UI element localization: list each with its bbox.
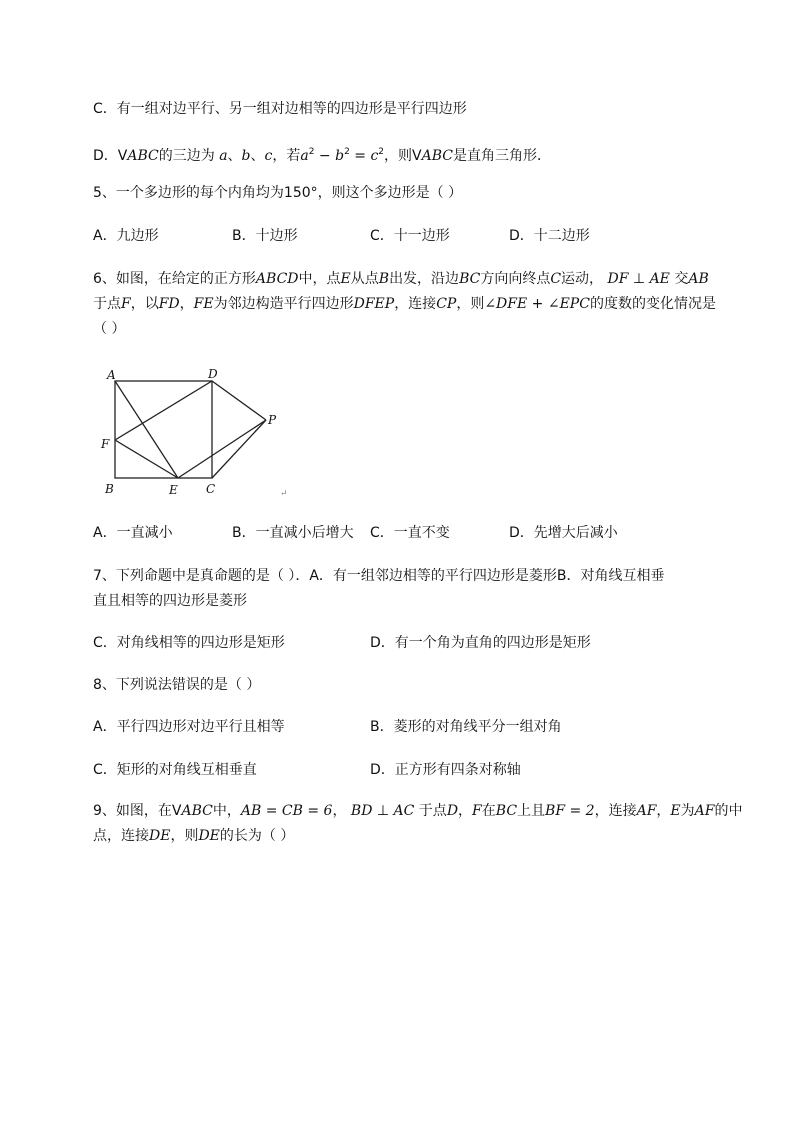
math-var: ABC <box>181 803 213 819</box>
label-f: F <box>101 437 110 451</box>
text-segment: 于点 <box>414 803 447 819</box>
math-var: AF <box>636 803 657 819</box>
text-segment: 交 <box>669 271 689 287</box>
text-segment: ，以 <box>130 296 159 312</box>
q7-option-d: D．有一个角为直角的四边形是矩形 <box>370 635 591 651</box>
question-9-line-1 <box>93 802 742 820</box>
q6-option-d: D．先增大后减小 <box>509 525 618 541</box>
text-segment: ， <box>458 803 473 819</box>
label-d: D <box>208 367 218 381</box>
segment-ae <box>115 381 178 478</box>
label-p: P <box>268 413 277 427</box>
segment-dp <box>212 381 266 420</box>
q5-option-a: A．九边形 <box>93 228 159 244</box>
text-segment: 为 <box>680 803 695 819</box>
math-var: AF <box>694 803 715 819</box>
math-var: c <box>264 148 273 164</box>
text-segment: 中，点 <box>298 271 341 287</box>
text-segment: ，则 <box>170 828 199 844</box>
option-c-line: C．有一组对边平行、另一组对边相等的四边形是平行四边形 <box>93 101 467 117</box>
triangle-symbol: V <box>117 148 128 164</box>
math-var: E <box>670 803 681 819</box>
math-op: = <box>349 148 371 164</box>
question-6-line-3: （ ） <box>93 321 126 337</box>
math-var: D <box>446 803 459 819</box>
math-var: b <box>335 148 345 164</box>
question-7-line-2: 直且相等的四边形是菱形 <box>93 593 247 609</box>
q6-option-c: C．一直不变 <box>370 525 450 541</box>
math-var: BD <box>350 803 373 819</box>
math-var: B <box>378 271 390 287</box>
text-segment: 运动， <box>561 271 608 287</box>
math-expr: BF = 2 <box>545 803 595 819</box>
text-segment: 于点 <box>93 296 121 312</box>
math-var: b <box>241 148 251 164</box>
option-d-line <box>93 143 551 165</box>
text-segment: ，若 <box>272 148 301 164</box>
math-var: ABCD <box>255 271 299 287</box>
text-segment: 从点 <box>350 271 379 287</box>
return-mark: ↵ <box>280 489 288 499</box>
label-e: E <box>169 483 178 497</box>
text-segment: 中， <box>212 803 241 819</box>
math-var: F <box>121 296 131 312</box>
square-figure <box>98 362 298 502</box>
text-segment: ， <box>179 296 194 312</box>
math-var: ∠EPC <box>547 296 590 312</box>
text-segment: ，连接 <box>594 803 637 819</box>
q5-option-c: C．十一边形 <box>370 228 450 244</box>
label-c: C <box>206 482 216 496</box>
text-segment: 6、如图，在给定的正方形 <box>93 271 256 287</box>
math-var: CP <box>436 296 457 312</box>
text-segment: 方向向终点 <box>480 271 551 287</box>
text-segment: 为邻边构造平行四边形 <box>213 296 354 312</box>
text-segment: ， <box>332 803 351 819</box>
text-segment: D． <box>93 148 118 164</box>
math-var: DFEP <box>353 296 395 312</box>
q8-option-c: C．矩形的对角线互相垂直 <box>93 762 257 778</box>
text-segment: 出发，沿边 <box>389 271 460 287</box>
q8-option-d: D．正方形有四条对称轴 <box>370 762 521 778</box>
math-var: BC <box>495 803 518 819</box>
text-segment: ，则 <box>456 296 485 312</box>
text-segment: 是直角三角形． <box>452 148 551 164</box>
math-op: ⊥ <box>372 803 394 819</box>
q8-option-a: A．平行四边形对边平行且相等 <box>93 719 285 735</box>
math-var: ABC <box>127 148 159 164</box>
q5-option-b: B．十边形 <box>232 228 298 244</box>
text-segment: ， <box>656 803 671 819</box>
text-segment: 、 <box>227 148 242 164</box>
math-var: AB <box>688 271 709 287</box>
segment-fe <box>115 440 178 478</box>
math-var: F <box>472 803 482 819</box>
segment-cp <box>212 420 266 478</box>
superscript: 2 <box>308 147 315 157</box>
triangle-symbol: V <box>171 803 182 819</box>
math-var: DE <box>149 828 171 844</box>
q6-option-a: A．一直减小 <box>93 525 173 541</box>
math-var: FD <box>158 296 180 312</box>
text-segment: 的三边为 <box>158 148 220 164</box>
superscript: 2 <box>378 147 385 157</box>
math-var: AE <box>649 271 670 287</box>
segment-ep <box>178 420 266 478</box>
math-op: + <box>527 296 548 312</box>
math-op: − <box>314 148 336 164</box>
text-segment: 的中 <box>714 803 743 819</box>
math-var: c <box>370 148 379 164</box>
q5-option-d: D．十二边形 <box>509 228 590 244</box>
math-var: ABC <box>421 148 453 164</box>
superscript: 2 <box>344 147 350 157</box>
math-var: DE <box>198 828 220 844</box>
question-8: 8、下列说法错误的是（ ） <box>93 677 261 693</box>
math-var: DF <box>607 271 629 287</box>
math-var: AC <box>393 803 415 819</box>
q8-option-b: B．菱形的对角线平分一组对角 <box>370 719 562 735</box>
math-var: a <box>300 148 309 164</box>
question-6-line-2 <box>93 295 716 313</box>
math-expr: AB = CB = 6 <box>240 803 333 819</box>
text-segment: 上且 <box>517 803 546 819</box>
label-a: A <box>107 368 116 382</box>
math-var: BC <box>459 271 481 287</box>
question-5: 5、一个多边形的每个内角均为150°，则这个多边形是（ ） <box>93 185 463 201</box>
question-6-line-1 <box>93 270 709 288</box>
math-var: FE <box>193 296 214 312</box>
label-b: B <box>105 482 114 496</box>
math-var: a <box>219 148 228 164</box>
q6-option-b: B．一直减小后增大 <box>232 525 354 541</box>
question-9-line-2 <box>93 827 294 845</box>
math-op: ⊥ <box>628 271 650 287</box>
question-7-line-1: 7、下列命题中是真命题的是（ ）．A．有一组邻边相等的平行四边形是菱形B．对角线互相垂 <box>93 568 665 584</box>
square-abcd <box>115 381 212 478</box>
text-segment: 的度数的变化情况是 <box>589 296 716 312</box>
text-segment: 9、如图，在 <box>93 803 172 819</box>
math-var: C <box>550 271 562 287</box>
text-segment: ，则 <box>384 148 413 164</box>
text-segment: 、 <box>250 148 265 164</box>
q7-option-c: C．对角线相等的四边形是矩形 <box>93 635 285 651</box>
math-var: E <box>340 271 351 287</box>
text-segment: ，连接 <box>394 296 437 312</box>
text-segment: 的长为（ ） <box>219 828 295 844</box>
triangle-symbol: V <box>412 148 422 164</box>
text-segment: 在 <box>481 803 496 819</box>
segment-fd <box>115 381 212 440</box>
text-segment: 点，连接 <box>93 828 149 844</box>
math-var: ∠DFE <box>484 296 528 312</box>
